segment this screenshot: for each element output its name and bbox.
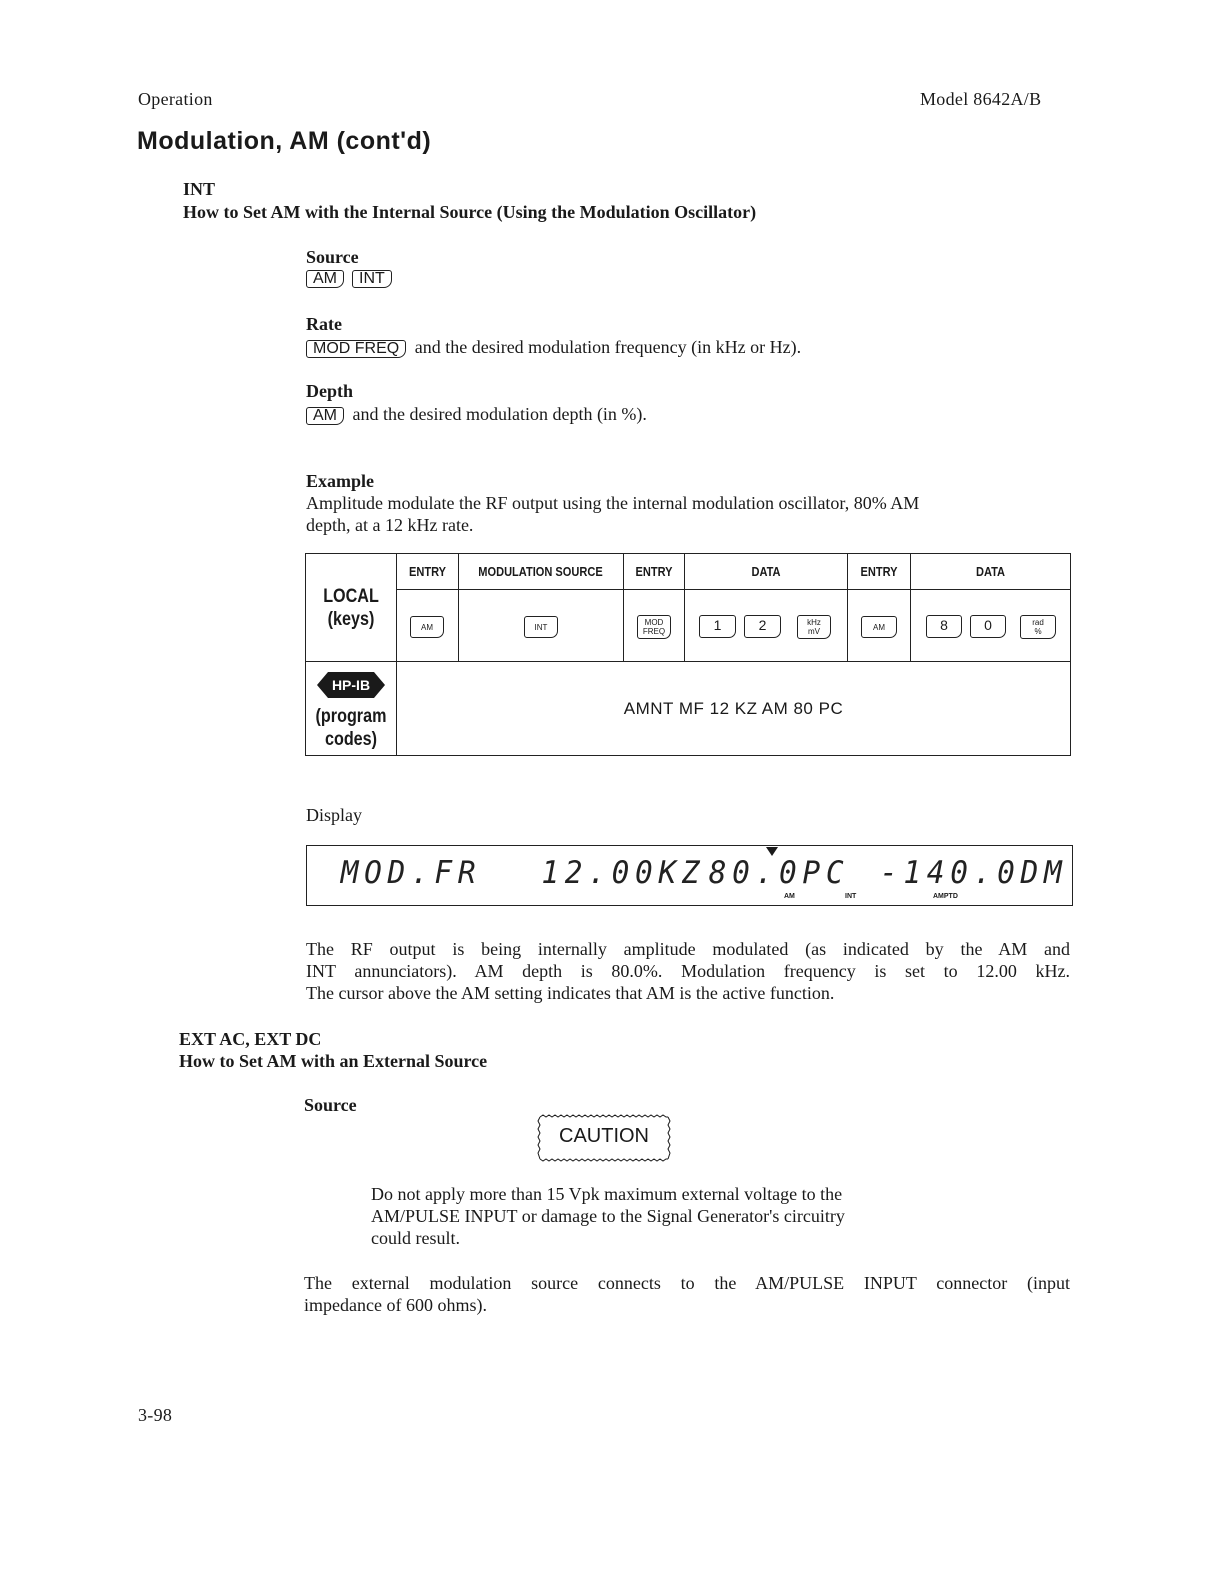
ext-heading: EXT AC, EXT DC (179, 1029, 322, 1049)
table-key-8[interactable]: 8 (926, 615, 962, 638)
table-am-key[interactable]: AM (410, 616, 444, 638)
page-number: 3-98 (138, 1405, 173, 1425)
table-key-1[interactable]: 1 (699, 615, 736, 638)
table-mod-freq-key[interactable]: MOD FREQ (637, 615, 671, 639)
program-codes-label: (program codes) (315, 706, 387, 750)
table-int-key[interactable]: INT (524, 616, 558, 638)
caution-label: CAUTION (559, 1125, 649, 1147)
header-entry-1: ENTRY (408, 564, 447, 579)
ext-source-label: Source (304, 1095, 357, 1115)
header-data-2: DATA (975, 564, 1006, 579)
example-line-2: depth, at a 12 kHz rate. (306, 515, 474, 535)
display-field-amplitude: -140.0DM (879, 855, 1068, 891)
running-header-right: Model 8642A/B (920, 89, 1042, 109)
depth-label: Depth (306, 381, 354, 401)
annunciator-am: AM (784, 893, 795, 900)
table-percent-key[interactable]: rad % (1020, 615, 1056, 639)
instrument-display (306, 845, 1073, 906)
annunciator-amptd: AMPTD (933, 893, 958, 900)
annunciator-int: INT (845, 893, 857, 900)
keystroke-table (305, 553, 1071, 756)
header-modulation-source: MODULATION SOURCE (478, 564, 603, 579)
mod-freq-key[interactable]: MOD FREQ (306, 340, 406, 358)
hpib-logo-text: HP-IB (331, 677, 371, 693)
am-key[interactable]: AM (306, 270, 344, 288)
caution-text: Do not apply more than 15 Vpk maximum external voltage to the AM/PULSE INPUT or damage to the Signal Generator's circuitry could result. (371, 1184, 845, 1248)
example-label: Example (306, 471, 375, 491)
display-label: Display (306, 805, 362, 825)
display-field-frequency: 12.00KZ (541, 855, 706, 891)
source-keys (306, 270, 396, 288)
rate-label: Rate (306, 314, 342, 334)
depth-text: and the desired modulation depth (in %). (352, 404, 647, 424)
depth-line (306, 403, 647, 425)
header-entry-3: ENTRY (860, 564, 898, 579)
page-title: Modulation, AM (cont'd) (137, 127, 432, 155)
ext-subheading: How to Set AM with an External Source (179, 1051, 488, 1071)
header-data-1: DATA (751, 564, 781, 579)
am-depth-key[interactable]: AM (306, 407, 344, 425)
ext-paragraph: The external modulation source connects to the AM/PULSE INPUT connector (input impedance of 600 ohms). (304, 1273, 1070, 1315)
table-key-2[interactable]: 2 (744, 615, 781, 638)
program-codes: AMNT MF 12 KZ AM 80 PC (623, 699, 844, 718)
table-khz-key[interactable]: kHz mV (797, 615, 831, 639)
display-paragraph: The RF output is being internally amplitude modulated (as indicated by the AM and INT annunciators). AM depth is 80.0%. Modulation frequency is set to 12.00 kHz. The cursor above the AM setting indicates that AM is the active function. (306, 939, 1070, 1003)
local-label: LOCAL (keys) (323, 586, 379, 630)
source-label: Source (306, 247, 359, 267)
int-subheading: How to Set AM with the Internal Source (Using the Modulation Oscillator) (183, 202, 757, 222)
rate-line (306, 336, 801, 358)
example-line-1: Amplitude modulate the RF output using the internal modulation oscillator, 80% AM (306, 493, 920, 513)
table-am-key-2[interactable]: AM (861, 616, 897, 638)
table-key-0[interactable]: 0 (970, 615, 1006, 638)
int-heading: INT (183, 179, 216, 199)
hpib-logo-icon (316, 670, 386, 700)
display-field-mod-freq: MOD.FR (340, 855, 482, 891)
running-header-left: Operation (138, 89, 213, 109)
rate-text: and the desired modulation frequency (in kHz or Hz). (414, 337, 802, 357)
header-entry-2: ENTRY (635, 564, 673, 579)
display-field-depth: 80.0PC (708, 855, 850, 891)
int-key[interactable]: INT (352, 270, 392, 288)
